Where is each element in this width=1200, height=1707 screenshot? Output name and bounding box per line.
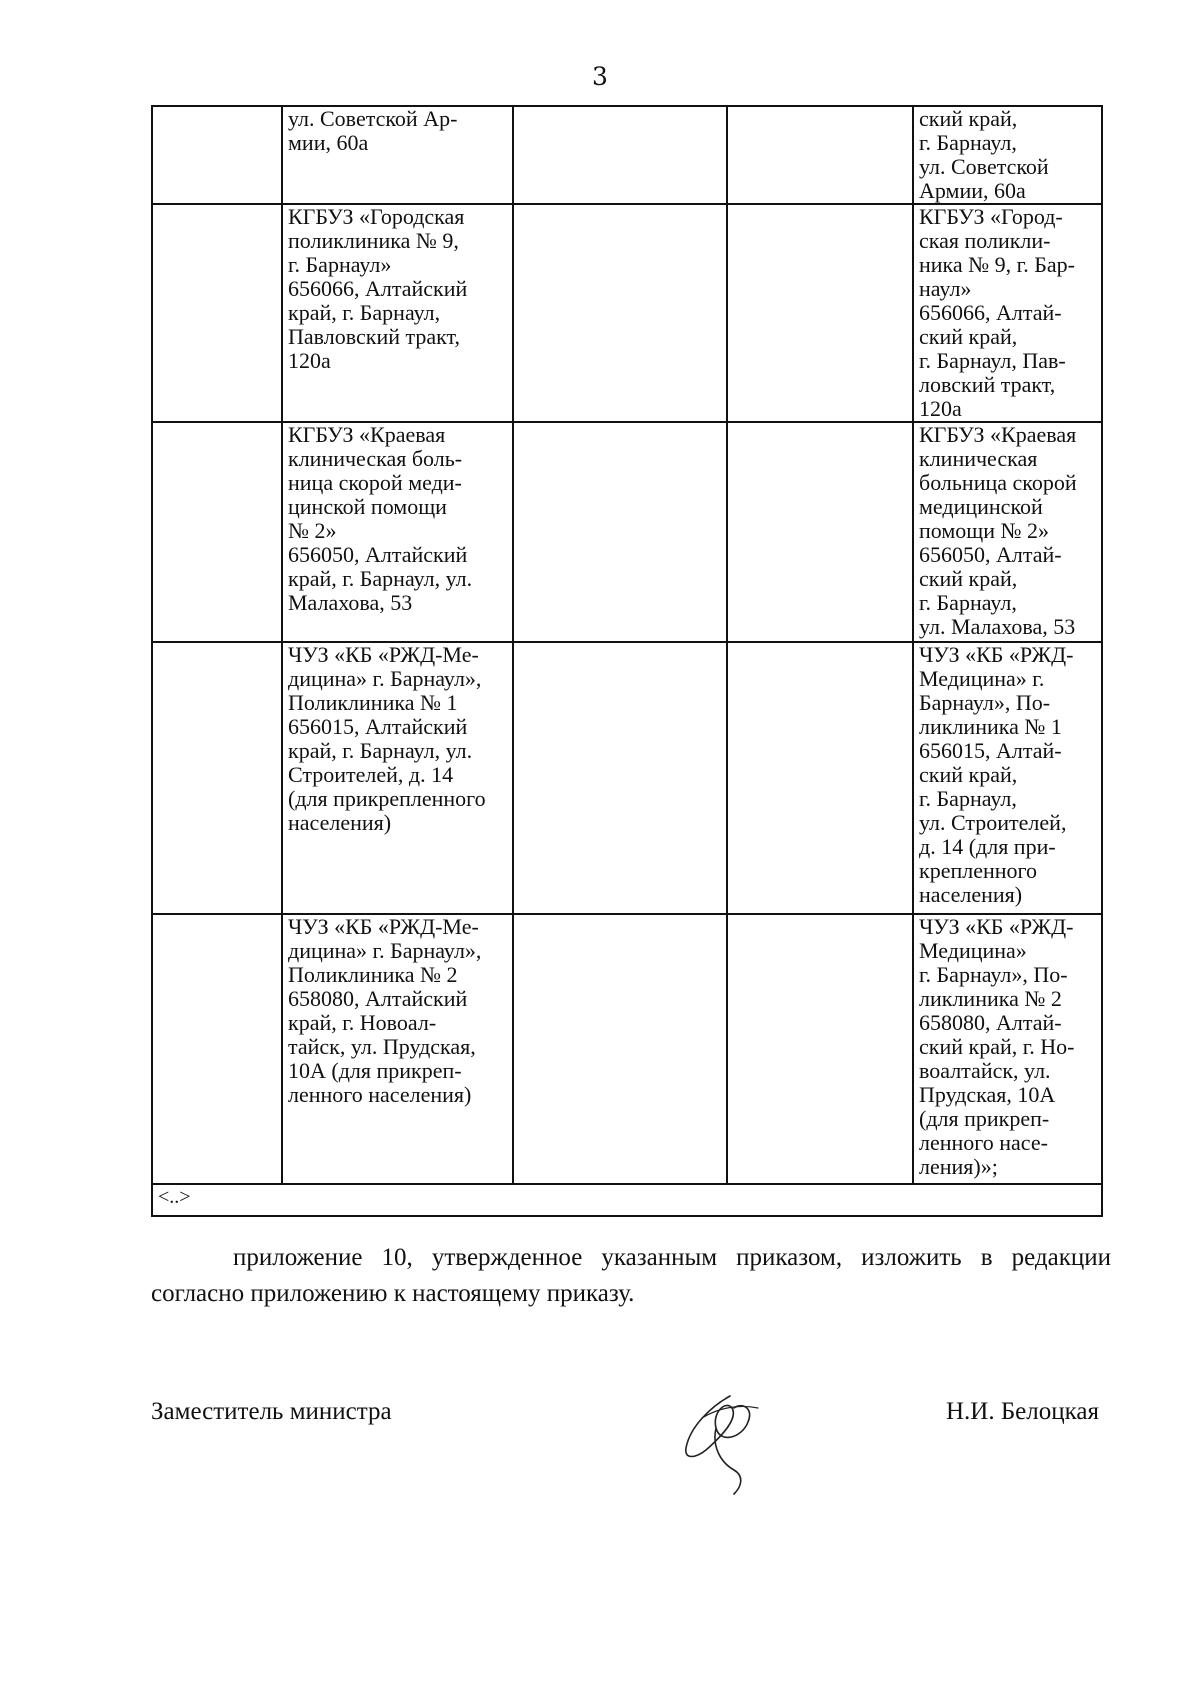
cell-line: ЧУЗ «КБ «РЖД-Ме- [288, 914, 479, 939]
cell-line: Поликлиника № 1 [288, 690, 458, 715]
cell-line: цинской помощи [288, 494, 447, 519]
cell-line: Медицина» г. [919, 666, 1045, 691]
cell-line: ский край, [919, 106, 1018, 131]
cell-line: клиническая боль- [288, 446, 463, 471]
cell-line: ница скорой меди- [288, 470, 462, 495]
cell-line: г. Барнаул», По- [919, 962, 1068, 987]
cell-line: 656050, Алтайский [288, 542, 468, 567]
table-cell-empty [727, 106, 913, 204]
cell-line: край, г. Новоал- [288, 1010, 437, 1035]
facility-details-cell [913, 422, 1102, 642]
table-cell-empty [513, 106, 727, 204]
cell-line: населения) [288, 810, 392, 835]
cell-line: дицина» г. Барнаул», [288, 666, 482, 691]
cell-line: 656015, Алтайский [288, 714, 468, 739]
cell-line: № 2» [288, 518, 337, 543]
cell-line: ский край, [919, 324, 1018, 349]
table-cell-empty [727, 642, 913, 914]
cell-line: КГБУЗ «Краевая [288, 422, 446, 447]
table-cell-empty [152, 422, 282, 642]
cell-line: 120а [288, 348, 331, 373]
cell-line: край, г. Барнаул, [288, 300, 441, 325]
cell-line: Прудская, 10А [919, 1082, 1056, 1107]
facility-details-cell [913, 914, 1102, 1184]
cell-line: наул» [919, 276, 972, 301]
cell-line: край, г. Барнаул, ул. [288, 738, 473, 763]
table-cell-empty [152, 914, 282, 1184]
cell-line: населения) [919, 882, 1023, 907]
table-row [152, 914, 1102, 1184]
cell-line: ника № 9, г. Бар- [919, 252, 1075, 277]
table-cell-empty [513, 914, 727, 1184]
cell-line: 658080, Алтай- [919, 1010, 1062, 1035]
table-row [152, 204, 1102, 422]
facility-address-cell [282, 422, 513, 642]
cell-line: край, г. Барнаул, ул. [288, 566, 473, 591]
body-paragraph [151, 1240, 1111, 1312]
cell-line: ский край, [919, 762, 1018, 787]
cell-line: ления)»; [919, 1154, 998, 1179]
cell-line: помощи № 2» [919, 518, 1049, 543]
cell-line: тайск, ул. Прудская, [288, 1034, 476, 1059]
cell-line: ликлиника № 2 [919, 986, 1062, 1011]
facility-address-cell [282, 106, 513, 204]
table-cell-empty [152, 106, 282, 204]
cell-line: ский край, г. Но- [919, 1034, 1075, 1059]
cell-line: (для прикрепленного [288, 786, 486, 811]
facility-address-cell [282, 204, 513, 422]
table-cell-empty [513, 204, 727, 422]
table-row-omission [152, 1184, 1102, 1216]
cell-line: клиническая [919, 446, 1038, 471]
cell-line: (для прикреп- [919, 1106, 1050, 1131]
cell-line: ул. Советской [919, 154, 1049, 179]
signatory-name: Н.И. Белоцкая [945, 1398, 1099, 1425]
cell-line: мии, 60а [288, 130, 369, 155]
facility-address-cell [282, 642, 513, 914]
table-cell-empty [727, 204, 913, 422]
cell-line: Армии, 60а [919, 178, 1026, 203]
facility-details-cell [913, 204, 1102, 422]
facility-details-cell [913, 106, 1102, 204]
cell-line: ленного насе- [919, 1130, 1048, 1155]
cell-line: медицинской [919, 494, 1043, 519]
body-text: приложение 10, утвержденное указанным приказом, изложить в редакции согласно приложению к настоящему приказу. [151, 1244, 1111, 1307]
cell-line: г. Барнаул, [919, 130, 1017, 155]
cell-line: Барнаул», По- [919, 690, 1051, 715]
signatory-title: Заместитель министра [151, 1398, 392, 1425]
page-number: 3 [592, 62, 608, 91]
omission-marker: <..> [152, 1184, 1102, 1216]
table-cell-empty [513, 422, 727, 642]
cell-line: г. Барнаул, Пав- [919, 348, 1066, 373]
cell-line: Павловский тракт, [288, 324, 460, 349]
facilities-table [151, 105, 1103, 1217]
facility-details-cell [913, 642, 1102, 914]
cell-line: Медицина» [919, 938, 1027, 963]
table-row [152, 422, 1102, 642]
handwritten-signature [672, 1378, 772, 1498]
cell-line: ул. Советской Ар- [288, 106, 458, 131]
table-row [152, 642, 1102, 914]
cell-line: 656066, Алтай- [919, 300, 1062, 325]
table-row [152, 106, 1102, 204]
cell-line: 658080, Алтайский [288, 986, 468, 1011]
facility-address-cell [282, 914, 513, 1184]
cell-line: 10А (для прикреп- [288, 1058, 462, 1083]
cell-line: ул. Малахова, 53 [919, 614, 1076, 639]
cell-line: Строителей, д. 14 [288, 762, 454, 787]
cell-line: г. Барнаул» [288, 252, 392, 277]
cell-line: д. 14 (для при- [919, 834, 1056, 859]
cell-line: 120а [919, 396, 962, 421]
cell-line: ЧУЗ «КБ «РЖД- [919, 642, 1074, 667]
cell-line: 656015, Алтай- [919, 738, 1062, 763]
cell-line: ский край, [919, 566, 1018, 591]
cell-line: ЧУЗ «КБ «РЖД-Ме- [288, 642, 479, 667]
cell-line: г. Барнаул, [919, 786, 1017, 811]
table-cell-empty [727, 422, 913, 642]
cell-line: Малахова, 53 [288, 590, 413, 615]
cell-line: дицина» г. Барнаул», [288, 938, 482, 963]
table-cell-empty [513, 642, 727, 914]
cell-line: КГБУЗ «Городская [288, 204, 465, 229]
cell-line: воалтайск, ул. [919, 1058, 1051, 1083]
cell-line: ул. Строителей, [919, 810, 1067, 835]
cell-line: Поликлиника № 2 [288, 962, 458, 987]
table-cell-empty [152, 204, 282, 422]
cell-line: г. Барнаул, [919, 590, 1017, 615]
cell-line: ликлиника № 1 [919, 714, 1062, 739]
cell-line: ленного населения) [288, 1082, 472, 1107]
cell-line: 656050, Алтай- [919, 542, 1062, 567]
cell-line: ловский тракт, [919, 372, 1056, 397]
cell-line: ЧУЗ «КБ «РЖД- [919, 914, 1074, 939]
cell-line: больница скорой [919, 470, 1077, 495]
cell-line: ская поликли- [919, 228, 1051, 253]
cell-line: 656066, Алтайский [288, 276, 468, 301]
cell-line: крепленного [919, 858, 1037, 883]
table-cell-empty [152, 642, 282, 914]
cell-line: КГБУЗ «Город- [919, 204, 1063, 229]
cell-line: КГБУЗ «Краевая [919, 422, 1077, 447]
cell-line: поликлиника № 9, [288, 228, 459, 253]
table-cell-empty [727, 914, 913, 1184]
